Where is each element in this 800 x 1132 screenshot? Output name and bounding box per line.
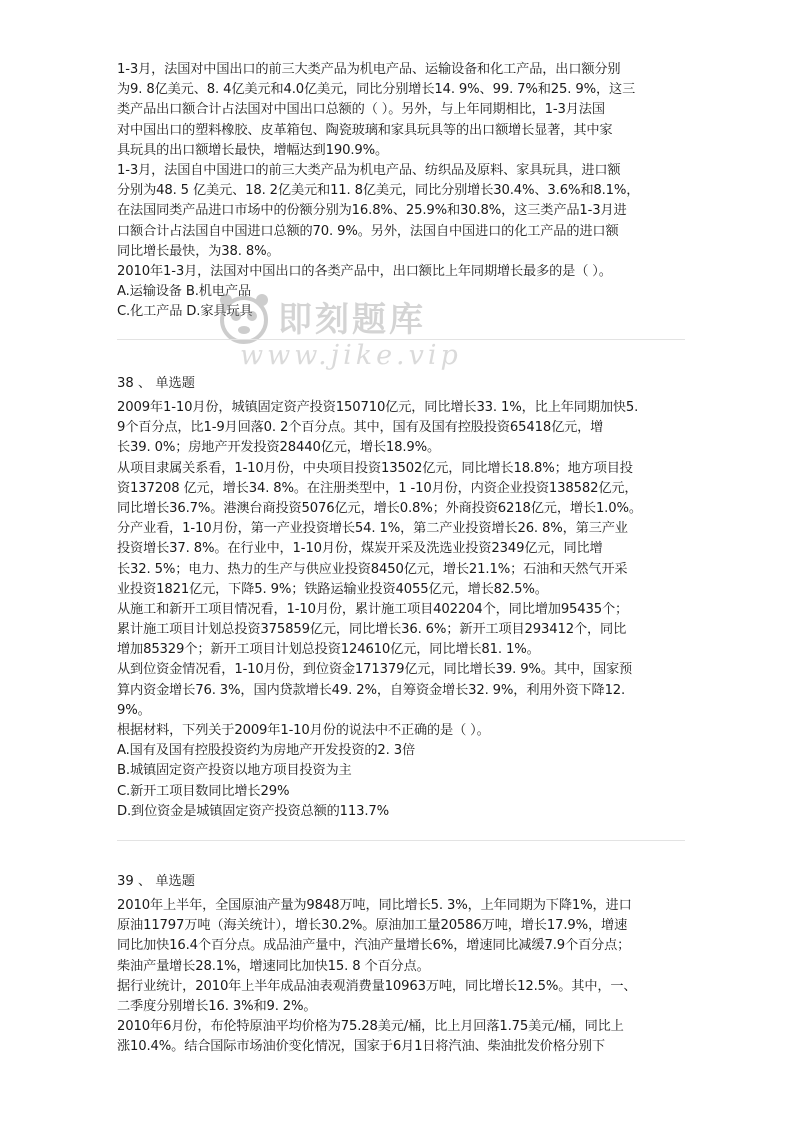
- text-line: 分别为48. 5 亿美元、18. 2亿美元和11. 8亿美元，同比分别增长30.4%、3.6%和8.1%，: [117, 183, 640, 199]
- text-line: 具玩具的出口额增长最快，增幅达到190.9%。: [117, 142, 389, 158]
- text-line: 柴油产量增长28.1%，增速同比加快15. 8 个百分点。: [117, 958, 430, 974]
- text-line: 根据材料，下列关于2009年1-10月份的说法中不正确的是（ ）。: [117, 723, 490, 738]
- text-line: 据行业统计，2010年上半年成品油表观消费量10963万吨，同比增长12.5%。其中，一、: [117, 978, 637, 994]
- text-line: 累计施工项目计划总投资375859亿元，同比增长36. 6%；新开工项目293412个，同比: [117, 622, 627, 638]
- text-line: 算内资金增长76. 3%，国内贷款增长49. 2%，自筹资金增长32. 9%，利用外资下降12.: [117, 682, 626, 698]
- text-line: 2009年1-10月份，城镇固定资产投资150710亿元，同比增长33. 1%，比上年同期加快5.: [117, 400, 639, 415]
- text-line: B.城镇固定资产投资以地方项目投资为主: [117, 763, 352, 779]
- text-line: 从项目隶属关系看，1-10月份，中央项目投资13502亿元，同比增长18.8%；地方项目投: [117, 460, 633, 476]
- text-line: D.到位资金是城镇固定资产投资总额的113.7%: [117, 803, 390, 819]
- text-line: 同比加快16.4个百分点。成品油产量中，汽油产量增长6%，增速同比减缓7.9个百分点；: [117, 938, 631, 954]
- text-line: 口额合计占法国自中国进口总额的70. 9%。另外，法国自中国进口的化工产品的进口额: [117, 223, 619, 239]
- watermark-brand: 即刻题库: [278, 300, 426, 340]
- section-divider: [117, 840, 685, 841]
- question-38-header-wrap: [117, 374, 689, 394]
- text-line: A.国有及国有控股投资约为房地产开发投资的2. 3倍: [117, 743, 415, 759]
- text-line: 二季度分别增长16. 3%和9. 2%。: [117, 998, 317, 1014]
- text-line: 涨10.4%。结合国际市场油价变化情况，国家于6月1日将汽油、柴油批发价格分别下: [117, 1039, 605, 1055]
- text-line: A.运输设备 B.机电产品: [117, 284, 251, 300]
- text-line: 2010年上半年，全国原油产量为9848万吨，同比增长5. 3%，上年同期为下降1%，进口: [117, 898, 632, 913]
- text-line: 分产业看，1-10月份，第一产业投资增长54. 1%，第二产业投资增长26. 8%，第三产业: [117, 521, 628, 537]
- text-line: 对中国出口的塑料橡胶、皮革箱包、陶瓷玻璃和家具玩具等的出口额增长显著，其中家: [117, 122, 613, 138]
- question-38-header: 38 、 单选题: [117, 376, 195, 391]
- text-line: 长32. 5%；电力、热力的生产与供应业投资8450亿元，增长21.1%；石油和天然气开采: [117, 561, 628, 577]
- text-line: C.化工产品 D.家具玩具: [117, 304, 253, 320]
- text-line: C.新开工项目数同比增长29%: [117, 783, 290, 799]
- text-line: 原油11797万吨（海关统计），增长30.2%。原油加工量20586万吨，增长17.9%，增速: [117, 918, 628, 934]
- text-line: 2010年1-3月，法国对中国出口的各类产品中，出口额比上年同期增长最多的是（ ）。: [117, 263, 612, 279]
- question-39-passage: [117, 896, 689, 1058]
- text-line: 1-3月，法国对中国出口的前三大类产品为机电产品、运输设备和化工产品，出口额分别: [117, 62, 621, 77]
- text-line: 投资增长37. 8%。在行业中，1-10月份，煤炭开采及洗选业投资2349亿元，同比增: [117, 541, 603, 557]
- text-line: 在法国同类产品进口市场中的份额分别为16.8%、25.9%和30.8%，这三类产品1-3月进: [117, 203, 627, 219]
- text-line: 9个百分点，比1-9月回落0. 2个百分点。其中，国有及国有控股投资65418亿元，增: [117, 420, 604, 436]
- question-39-header-wrap: [117, 872, 689, 892]
- text-line: 增加85329个；新开工项目计划总投资124610亿元，同比增长81. 1%。: [117, 642, 540, 658]
- text-line: 2010年6月份，布伦特原油平均价格为75.28美元/桶，比上月回落1.75美元/桶，同比上: [117, 1019, 624, 1035]
- text-line: 业投资1821亿元，下降5. 9%；铁路运输业投资4055亿元，增长82.5%。: [117, 581, 548, 597]
- text-line: 长39. 0%；房地产开发投资28440亿元，增长18.9%。: [117, 440, 441, 456]
- text-line: 1-3月，法国自中国进口的前三大类产品为机电产品、纺织品及原料、家具玩具，进口额: [117, 162, 621, 178]
- question-39-header: 39 、 单选题: [117, 874, 195, 889]
- text-line: 同比增长最快，为38. 8%。: [117, 243, 280, 259]
- text-line: 从到位资金情况看，1-10月份，到位资金171379亿元，同比增长39. 9%。其中，国家预: [117, 662, 633, 678]
- text-line: 资137208 亿元，增长34. 8%。在注册类型中，1 -10月份，内资企业投资138582亿元，: [117, 480, 638, 496]
- text-line: 为9. 8亿美元、8. 4亿美元和4.0亿美元，同比分别增长14. 9%、99. 7%和25. 9%，这三: [117, 82, 636, 98]
- watermark-url: www.jike.vip: [240, 340, 462, 371]
- text-line: 从施工和新开工项目情况看，1-10月份，累计施工项目402204个，同比增加95435个；: [117, 601, 629, 617]
- section-divider: [117, 339, 685, 340]
- question-38-passage: [117, 398, 689, 822]
- text-line: 同比增长36.7%。港澳台商投资5076亿元，增长0.8%；外商投资6218亿元，增长1.0%。: [117, 500, 642, 516]
- question-37-passage: [117, 60, 689, 322]
- text-line: 9%。: [117, 702, 151, 718]
- text-line: 类产品出口额合计占法国对中国出口总额的（ ）。另外，与上年同期相比，1-3月法国: [117, 102, 605, 118]
